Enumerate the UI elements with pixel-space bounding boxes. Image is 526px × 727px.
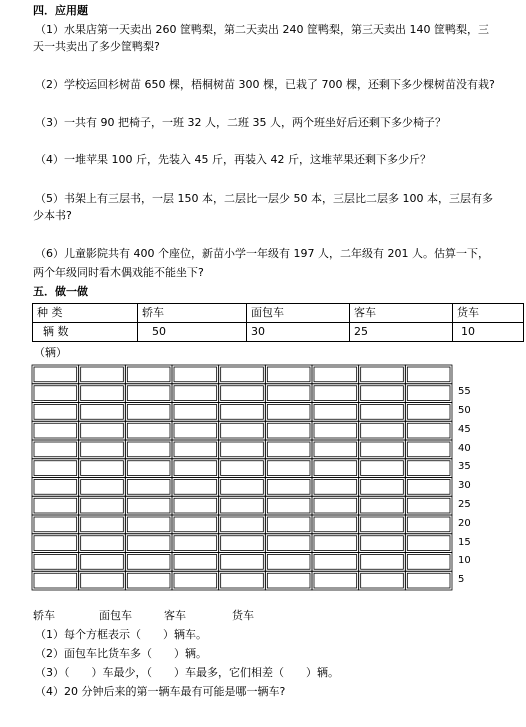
grid-cell: [405, 515, 452, 534]
grid-cell: [127, 536, 170, 551]
grid-cell: [172, 553, 219, 572]
grid-cell: [312, 403, 359, 422]
grid-cell: [125, 440, 172, 459]
grid-cell: [81, 480, 124, 495]
grid-cell: [81, 405, 124, 420]
grid-cell: [267, 555, 310, 570]
grid-cell: [312, 496, 359, 515]
grid-cell: [32, 496, 79, 515]
question-1-line1: （1）水果店第一天卖出 260 筐鸭梨，第二天卖出 240 筐鸭梨，第三天卖出 140 筐鸭梨，三: [35, 23, 489, 36]
grid-cell: [174, 423, 217, 438]
grid-cell: [314, 461, 357, 476]
empty-bar-chart-grid: [31, 364, 455, 592]
grid-cell: [405, 440, 452, 459]
x-label-bus: 客车: [164, 609, 186, 622]
grid-cell: [32, 459, 79, 478]
grid-cell: [361, 480, 404, 495]
grid-cell: [79, 440, 126, 459]
grid-cell: [405, 496, 452, 515]
y-tick-label: 20: [458, 518, 471, 529]
grid-cell: [359, 403, 406, 422]
grid-cell: [32, 384, 79, 403]
question-3: （3）一共有 90 把椅子，一班 32 人，二班 35 人，两个班坐好后还剩下多少椅子？: [35, 116, 446, 129]
vehicle-count-table: [32, 303, 524, 342]
grid-cell: [79, 571, 126, 590]
grid-cell: [314, 423, 357, 438]
grid-cell: [312, 571, 359, 590]
grid-cell: [405, 459, 452, 478]
grid-cell: [312, 534, 359, 553]
grid-cell: [361, 386, 404, 401]
grid-cell: [32, 365, 79, 384]
grid-cell: [359, 553, 406, 572]
grid-cell: [267, 573, 310, 588]
grid-cell: [359, 571, 406, 590]
grid-cell: [125, 515, 172, 534]
grid-cell: [314, 480, 357, 495]
grid-cell: [81, 423, 124, 438]
grid-cell: [172, 571, 219, 590]
grid-cell: [174, 405, 217, 420]
grid-cell: [312, 478, 359, 497]
grid-cell: [267, 480, 310, 495]
grid-cell: [32, 403, 79, 422]
grid-cell: [405, 553, 452, 572]
grid-cell: [32, 421, 79, 440]
grid-cell: [265, 384, 312, 403]
grid-cell: [127, 423, 170, 438]
grid-cell: [79, 459, 126, 478]
grid-cell: [79, 515, 126, 534]
grid-cell: [361, 461, 404, 476]
grid-cell: [219, 534, 266, 553]
grid-cell: [361, 367, 404, 382]
grid-cell: [174, 461, 217, 476]
grid-cell: [125, 478, 172, 497]
grid-cell: [359, 515, 406, 534]
grid-cell: [221, 536, 264, 551]
grid-cell: [405, 384, 452, 403]
table-row-label: 辆 数: [33, 323, 138, 342]
grid-cell: [32, 478, 79, 497]
y-tick-label: 50: [458, 405, 471, 416]
grid-cell: [174, 367, 217, 382]
question-4: （4）一堆苹果 100 斤，先装入 45 斤，再装入 42 斤，这堆苹果还剩下多少斤？: [35, 153, 431, 166]
grid-cell: [314, 536, 357, 551]
grid-cell: [314, 517, 357, 532]
grid-cell: [221, 423, 264, 438]
grid-cell: [174, 386, 217, 401]
table-header-cell: 客车: [350, 304, 453, 323]
grid-cell: [267, 536, 310, 551]
grid-cell: [79, 421, 126, 440]
grid-cell: [265, 478, 312, 497]
grid-cell: [405, 478, 452, 497]
grid-cell: [359, 384, 406, 403]
grid-cell: [221, 480, 264, 495]
grid-cell: [265, 553, 312, 572]
fill-question-1: （1）每个方框表示（ ）辆车。: [35, 628, 207, 641]
grid-cell: [32, 553, 79, 572]
y-tick-label: 55: [458, 386, 471, 397]
grid-cell: [221, 461, 264, 476]
grid-cell: [127, 517, 170, 532]
grid-cell: [79, 553, 126, 572]
grid-cell: [34, 517, 77, 532]
grid-cell: [267, 498, 310, 513]
grid-cell: [314, 442, 357, 457]
grid-cell: [407, 498, 450, 513]
grid-cell: [172, 534, 219, 553]
grid-cell: [219, 571, 266, 590]
grid-cell: [267, 423, 310, 438]
grid-cell: [407, 573, 450, 588]
grid-cell: [79, 365, 126, 384]
fill-question-4: （4）20 分钟后来的第一辆车最有可能是哪一辆车?: [35, 685, 286, 698]
grid-cell: [407, 442, 450, 457]
grid-cell: [314, 367, 357, 382]
grid-cell: [172, 403, 219, 422]
grid-cell: [312, 440, 359, 459]
grid-cell: [407, 536, 450, 551]
grid-cell: [359, 365, 406, 384]
grid-cell: [221, 498, 264, 513]
grid-cell: [405, 365, 452, 384]
grid-cell: [79, 403, 126, 422]
grid-cell: [34, 442, 77, 457]
grid-cell: [361, 555, 404, 570]
grid-cell: [172, 421, 219, 440]
grid-cell: [359, 478, 406, 497]
grid-cell: [79, 384, 126, 403]
grid-cell: [172, 365, 219, 384]
grid-cell: [125, 459, 172, 478]
section4-title: 四．应用题: [33, 4, 88, 17]
grid-cell: [221, 386, 264, 401]
table-cell: 25: [350, 323, 453, 342]
grid-cell: [34, 386, 77, 401]
y-tick-label: 35: [458, 461, 471, 472]
grid-cell: [32, 534, 79, 553]
grid-cell: [407, 480, 450, 495]
grid-cell: [265, 365, 312, 384]
question-6-line1: （6）儿童影院共有 400 个座位，新苗小学一年级有 197 人，二年级有 201 人。估算一下，: [35, 247, 489, 260]
grid-cell: [81, 555, 124, 570]
grid-cell: [172, 496, 219, 515]
grid-cell: [34, 423, 77, 438]
grid-cell: [81, 386, 124, 401]
grid-cell: [405, 421, 452, 440]
grid-cell: [125, 571, 172, 590]
grid-cell: [79, 534, 126, 553]
grid-cell: [407, 386, 450, 401]
grid-cell: [81, 461, 124, 476]
grid-cell: [221, 405, 264, 420]
grid-cell: [127, 555, 170, 570]
grid-cell: [125, 384, 172, 403]
grid-cell: [172, 478, 219, 497]
grid-cell: [314, 405, 357, 420]
grid-cell: [127, 367, 170, 382]
grid-cell: [407, 517, 450, 532]
grid-cell: [219, 403, 266, 422]
grid-cell: [361, 405, 404, 420]
grid-cell: [219, 553, 266, 572]
table-header-row: [33, 304, 524, 323]
grid-cell: [267, 461, 310, 476]
x-label-car: 轿车: [33, 609, 55, 622]
grid-cell: [314, 498, 357, 513]
y-tick-label: 5: [458, 574, 465, 585]
grid-cell: [125, 553, 172, 572]
y-tick-label: 40: [458, 443, 471, 454]
grid-cell: [312, 515, 359, 534]
grid-cell: [172, 384, 219, 403]
table-header-cell: 货车: [453, 304, 524, 323]
y-tick-label: 10: [458, 555, 471, 566]
grid-cell: [267, 517, 310, 532]
grid-cell: [127, 461, 170, 476]
grid-cell: [219, 459, 266, 478]
grid-cell: [219, 496, 266, 515]
grid-cell: [172, 515, 219, 534]
x-label-van: 面包车: [99, 609, 132, 622]
grid-cell: [172, 440, 219, 459]
grid-cell: [127, 480, 170, 495]
grid-cell: [81, 367, 124, 382]
table-header-cell: 轿车: [138, 304, 247, 323]
grid-cell: [221, 555, 264, 570]
grid-cell: [32, 440, 79, 459]
grid-cell: [79, 496, 126, 515]
grid-cell: [127, 573, 170, 588]
y-tick-label: 25: [458, 499, 471, 510]
grid-cell: [405, 403, 452, 422]
fill-question-3: （3）（ ）车最少，（ ）车最多，它们相差（ ）辆。: [35, 666, 339, 679]
grid-cell: [34, 461, 77, 476]
grid-cell: [172, 459, 219, 478]
grid-cell: [405, 534, 452, 553]
grid-cell: [219, 365, 266, 384]
x-label-truck: 货车: [232, 609, 254, 622]
table-cell: 10: [453, 323, 524, 342]
grid-cell: [221, 573, 264, 588]
y-tick-label: 30: [458, 480, 471, 491]
grid-cell: [174, 536, 217, 551]
grid-cell: [359, 459, 406, 478]
grid-cell: [221, 517, 264, 532]
grid-cell: [125, 421, 172, 440]
grid-cell: [265, 403, 312, 422]
table-header-cell: 面包车: [247, 304, 350, 323]
table-cell: 50: [138, 323, 247, 342]
grid-cell: [314, 386, 357, 401]
unit-label: （辆）: [34, 346, 67, 359]
grid-cell: [81, 442, 124, 457]
table-cell: 30: [247, 323, 350, 342]
grid-cell: [125, 534, 172, 553]
grid-cell: [34, 536, 77, 551]
grid-cell: [407, 461, 450, 476]
grid-cell: [265, 571, 312, 590]
y-tick-label: 45: [458, 424, 471, 435]
grid-cell: [359, 421, 406, 440]
grid-cell: [127, 498, 170, 513]
grid-cell: [267, 405, 310, 420]
grid-cell: [127, 386, 170, 401]
grid-cell: [312, 459, 359, 478]
grid-cell: [361, 423, 404, 438]
grid-cell: [312, 384, 359, 403]
grid-cell: [265, 496, 312, 515]
grid-cell: [407, 405, 450, 420]
grid-cell: [267, 442, 310, 457]
grid-cell: [361, 498, 404, 513]
grid-cell: [312, 421, 359, 440]
table-header-cell: 种 类: [33, 304, 138, 323]
grid-cell: [81, 517, 124, 532]
grid-cell: [32, 571, 79, 590]
grid-cell: [265, 421, 312, 440]
grid-cell: [407, 555, 450, 570]
grid-cell: [265, 515, 312, 534]
grid-cell: [174, 573, 217, 588]
grid-cell: [405, 571, 452, 590]
grid-cell: [219, 515, 266, 534]
grid-cell: [267, 367, 310, 382]
grid-cell: [34, 367, 77, 382]
grid-cell: [219, 478, 266, 497]
grid-cell: [174, 517, 217, 532]
grid-cell: [125, 365, 172, 384]
grid-cell: [174, 555, 217, 570]
fill-question-2: （2）面包车比货车多（ ）辆。: [35, 647, 207, 660]
grid-cell: [267, 386, 310, 401]
grid-cell: [81, 498, 124, 513]
question-5-line1: （5）书架上有三层书，一层 150 本，二层比一层少 50 本，三层比二层多 100 本，三层有多: [35, 192, 493, 205]
grid-cell: [359, 496, 406, 515]
grid-cell: [81, 536, 124, 551]
grid-cell: [79, 478, 126, 497]
grid-cell: [359, 534, 406, 553]
grid-cell: [174, 498, 217, 513]
grid-cell: [127, 442, 170, 457]
grid-cell: [265, 459, 312, 478]
grid-cell: [219, 384, 266, 403]
question-1-line2: 天一共卖出了多少筐鸭梨?: [33, 40, 160, 53]
grid-cell: [361, 517, 404, 532]
grid-cell: [174, 442, 217, 457]
grid-cell: [127, 405, 170, 420]
grid-cell: [314, 555, 357, 570]
grid-cell: [81, 573, 124, 588]
grid-cell: [314, 573, 357, 588]
question-5-line2: 少本书?: [33, 209, 72, 222]
grid-cell: [125, 403, 172, 422]
question-6-line2: 两个年级同时看木偶戏能不能坐下?: [33, 266, 204, 279]
grid-cell: [407, 367, 450, 382]
question-2: （2）学校运回杉树苗 650 棵，梧桐树苗 300 棵，已栽了 700 棵，还剩下多少棵树苗没有栽?: [35, 78, 495, 91]
grid-cell: [34, 498, 77, 513]
section5-title: 五．做一做: [33, 285, 88, 298]
grid-cell: [359, 440, 406, 459]
grid-cell: [32, 515, 79, 534]
grid-cell: [34, 555, 77, 570]
grid-cell: [34, 480, 77, 495]
grid-cell: [174, 480, 217, 495]
grid-cell: [34, 573, 77, 588]
grid-cell: [312, 365, 359, 384]
grid-cell: [361, 442, 404, 457]
grid-cell: [265, 440, 312, 459]
grid-cell: [221, 442, 264, 457]
grid-cell: [219, 440, 266, 459]
grid-cell: [221, 367, 264, 382]
grid-cell: [34, 405, 77, 420]
grid-cell: [361, 573, 404, 588]
grid-cell: [407, 423, 450, 438]
grid-cell: [312, 553, 359, 572]
grid-cell: [361, 536, 404, 551]
y-tick-label: 15: [458, 537, 471, 548]
table-row: [33, 323, 524, 342]
grid-cell: [125, 496, 172, 515]
grid-cell: [219, 421, 266, 440]
grid-cell: [265, 534, 312, 553]
